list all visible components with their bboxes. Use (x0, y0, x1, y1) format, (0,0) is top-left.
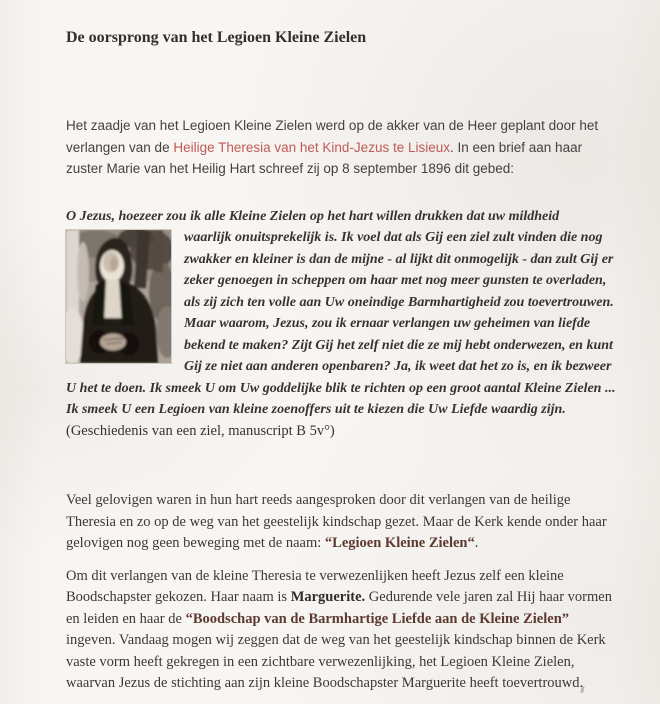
om-text-1: Om dit verlangen van de kleine Theresia te verwezenlijken heeft Jezus zelf een kleine Boodschapster gekozen. Haar naam is (66, 567, 564, 605)
om-text-2: Gedurende vele jaren zal Hij haar vormen en leiden en haar de (66, 589, 612, 627)
page-title: De oorsprong van het Legioen Kleine Zielen (66, 29, 367, 46)
om-text-3: ingeven. Vandaag mogen wij zeggen dat de weg van het geestelijk kindschap binnen de Kerk vaste vorm heeft gekregen in een zichtbare verwezenlijking, het Legioen Kleine Zielen, waarvan Jezus de stichting aan zijn kleine Boodschapster Marguerite heeft toevertrouwd. (66, 632, 606, 691)
intro-text-1: Het zaadje van het Legioen Kleine Zielen werd op de akker van de Heer geplant door het verlangen van de (66, 118, 599, 155)
intro-paragraph (66, 115, 620, 180)
veel-text-1: Veel gelovigen waren in hun hart reeds aangesproken door dit verlangen van de heilige Theresia en zo op de weg van het geestelijk kindschap gezet. Maar de Kerk kende onder haar gelovigen nog geen beweging met de naam: (66, 492, 607, 551)
quote-part-4: Ik smeek U een Legioen van kleine zoenoffers uit te kiezen die Uw Liefde waardig zijn. (66, 402, 566, 417)
boodschap-title-bold: “Boodschap van de Barmhartige Liefde aan de Kleine Zielen” (185, 610, 570, 627)
therese-photo (66, 230, 171, 363)
marguerite-name-bold: Marguerite. (290, 589, 366, 605)
veel-text-2: . (474, 535, 479, 551)
paragraph-om-dit-verlangen (66, 566, 620, 695)
quote-part-3: Maar waarom, Jezus, zou ik ernaar verlangen uw geheimen van liefde bekend te maken? Zijt Gij het zelf niet die ze mij hebt onderwezen, en kunt Gij ze niet aan anderen openbaren? Ja, ik weet dat het zo is, en ik bezweer U het te doen. Ik smeek U om Uw goddelijke blik te richten op een groot aantal Kleine Zielen ... (66, 316, 616, 396)
quote-line-1: O Jezus, hoezeer zou ik alle Kleine Zielen op het hart willen drukken dat uw mildheid (66, 208, 560, 224)
quote-body (66, 227, 620, 442)
paragraph-veel-gelovigen (66, 490, 620, 555)
quote-part-2: waarlijk onuitsprekelijk is. Ik voel dat als Gij een ziel zult vinden die nog zwakker en kleiner is dan de mijne - al lijkt dit onmogelijk - dan zult Gij er zeker genoegen in scheppen om haar met nog meer gunsten te overladen, als zij zich ten volle aan Uw oneindige Barmhartigheid zou toevertrouwen. (184, 230, 614, 310)
intro-text-2: . In een brief aan haar zuster Marie van het Heilig Hart schreef zij op 8 september 1896 dit gebed: (66, 139, 583, 176)
theresia-name-red: Heilige Theresia van het Kind-Jezus te Lisieux (173, 139, 450, 155)
quote-source-reference: (Geschiedenis van een ziel, manuscript B 5v°) (66, 422, 335, 439)
prayer-quote (66, 206, 620, 443)
legioen-name-bold: “Legioen Kleine Zielen“ (324, 535, 475, 551)
